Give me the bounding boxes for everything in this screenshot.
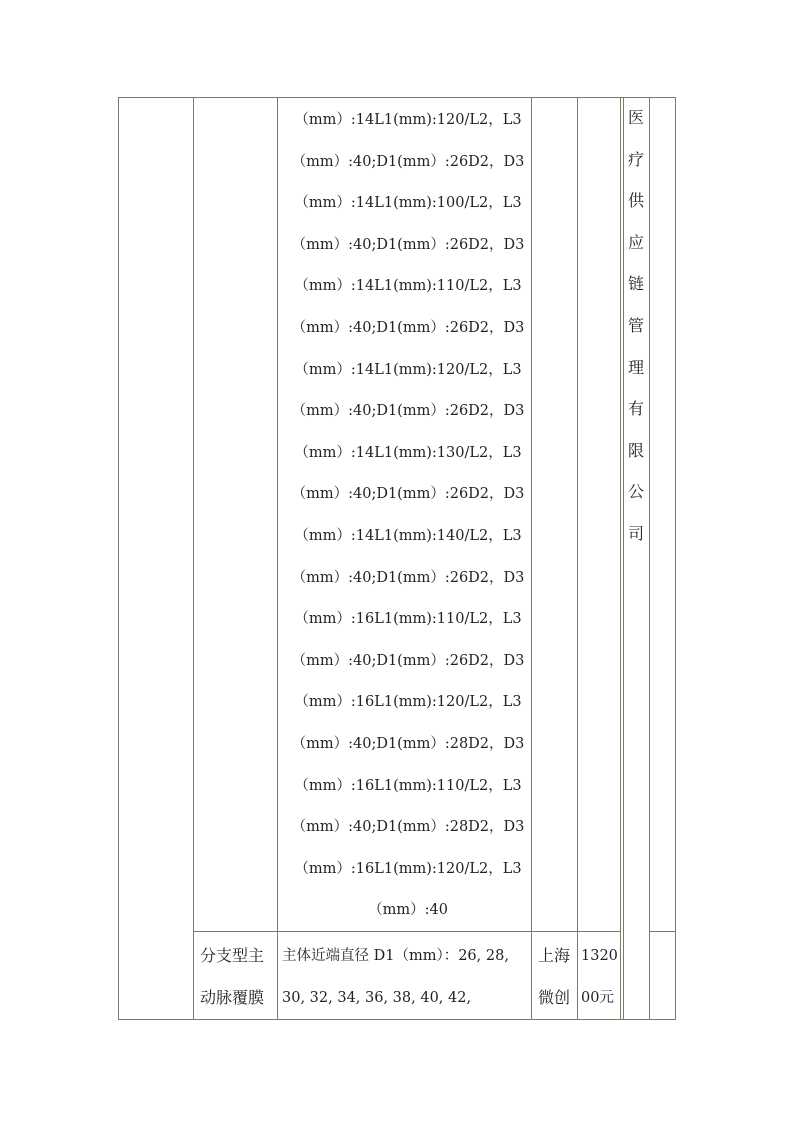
spec-line: （mm）:14L1(mm):120/L2，L3 [294, 361, 522, 378]
spec-line: （mm）:14L1(mm):130/L2，L3 [294, 444, 522, 461]
row-divider [649, 931, 676, 932]
supplier-char: 疗 [627, 149, 644, 169]
spec-line: （mm）:16L1(mm):110/L2，L3 [294, 777, 522, 794]
spec-line: （mm）:14L1(mm):110/L2，L3 [294, 278, 522, 295]
price-line: 1320 [581, 948, 618, 964]
spec-line: （mm）:16L1(mm):120/L2，L3 [294, 860, 522, 877]
row-divider [193, 931, 621, 932]
manufacturer-line: 上海 [538, 946, 571, 965]
spec-line: 30, 32, 34, 36, 38, 40, 42, [282, 990, 472, 1006]
spec-line: （mm）:14L1(mm):140/L2，L3 [294, 528, 522, 544]
column-divider [277, 97, 278, 1020]
supplier-char: 理 [627, 357, 644, 377]
table-border-bottom [118, 1019, 676, 1020]
supplier-char: 应 [627, 232, 644, 252]
spec-line: （mm）:40;D1(mm）:26D2，D3 [291, 236, 525, 253]
spec-line: （mm）:40 [368, 902, 448, 919]
spec-line: （mm）:14L1(mm):120/L2，L3 [294, 112, 522, 128]
spec-line: （mm）:16L1(mm):120/L2，L3 [294, 694, 522, 711]
table-border-left [118, 97, 119, 1020]
product-name-line: 分支型主 [200, 946, 265, 965]
price-line: 00元 [581, 990, 614, 1006]
spec-line: （mm）:40;D1(mm）:26D2，D3 [291, 569, 525, 586]
spec-line: （mm）:40;D1(mm）:26D2，D3 [291, 403, 525, 420]
spec-line: （mm）:40;D1(mm）:28D2，D3 [291, 819, 525, 836]
supplier-char: 链 [627, 274, 644, 294]
supplier-char: 限 [627, 440, 644, 460]
product-name-line: 动脉覆膜 [200, 988, 265, 1007]
column-divider [577, 97, 578, 1020]
table-border-top [118, 97, 676, 98]
spec-line: 主体近端直径 D1（mm）：26, 28, [282, 948, 509, 964]
column-divider [620, 97, 621, 1020]
spec-line: （mm）:40;D1(mm）:28D2，D3 [291, 736, 525, 752]
spec-line: （mm）:40;D1(mm）:26D2，D3 [291, 486, 525, 503]
manufacturer-line: 微创 [538, 988, 571, 1007]
supplier-char: 管 [627, 316, 644, 335]
spec-line: （mm）:40;D1(mm）:26D2，D3 [291, 320, 525, 336]
supplier-char: 公 [627, 482, 644, 502]
column-divider [193, 97, 194, 1020]
spec-line: （mm）:14L1(mm):100/L2，L3 [294, 195, 522, 212]
supplier-char: 有 [627, 399, 644, 419]
spec-line: （mm）:40;D1(mm）:26D2，D3 [291, 153, 525, 170]
spec-line: （mm）:16L1(mm):110/L2，L3 [294, 611, 522, 628]
supplier-char: 司 [627, 524, 644, 543]
supplier-char: 医 [627, 108, 644, 127]
table-border-right [675, 97, 676, 1020]
spec-line: （mm）:40;D1(mm）:26D2，D3 [291, 652, 525, 669]
supplier-char: 供 [627, 191, 644, 211]
